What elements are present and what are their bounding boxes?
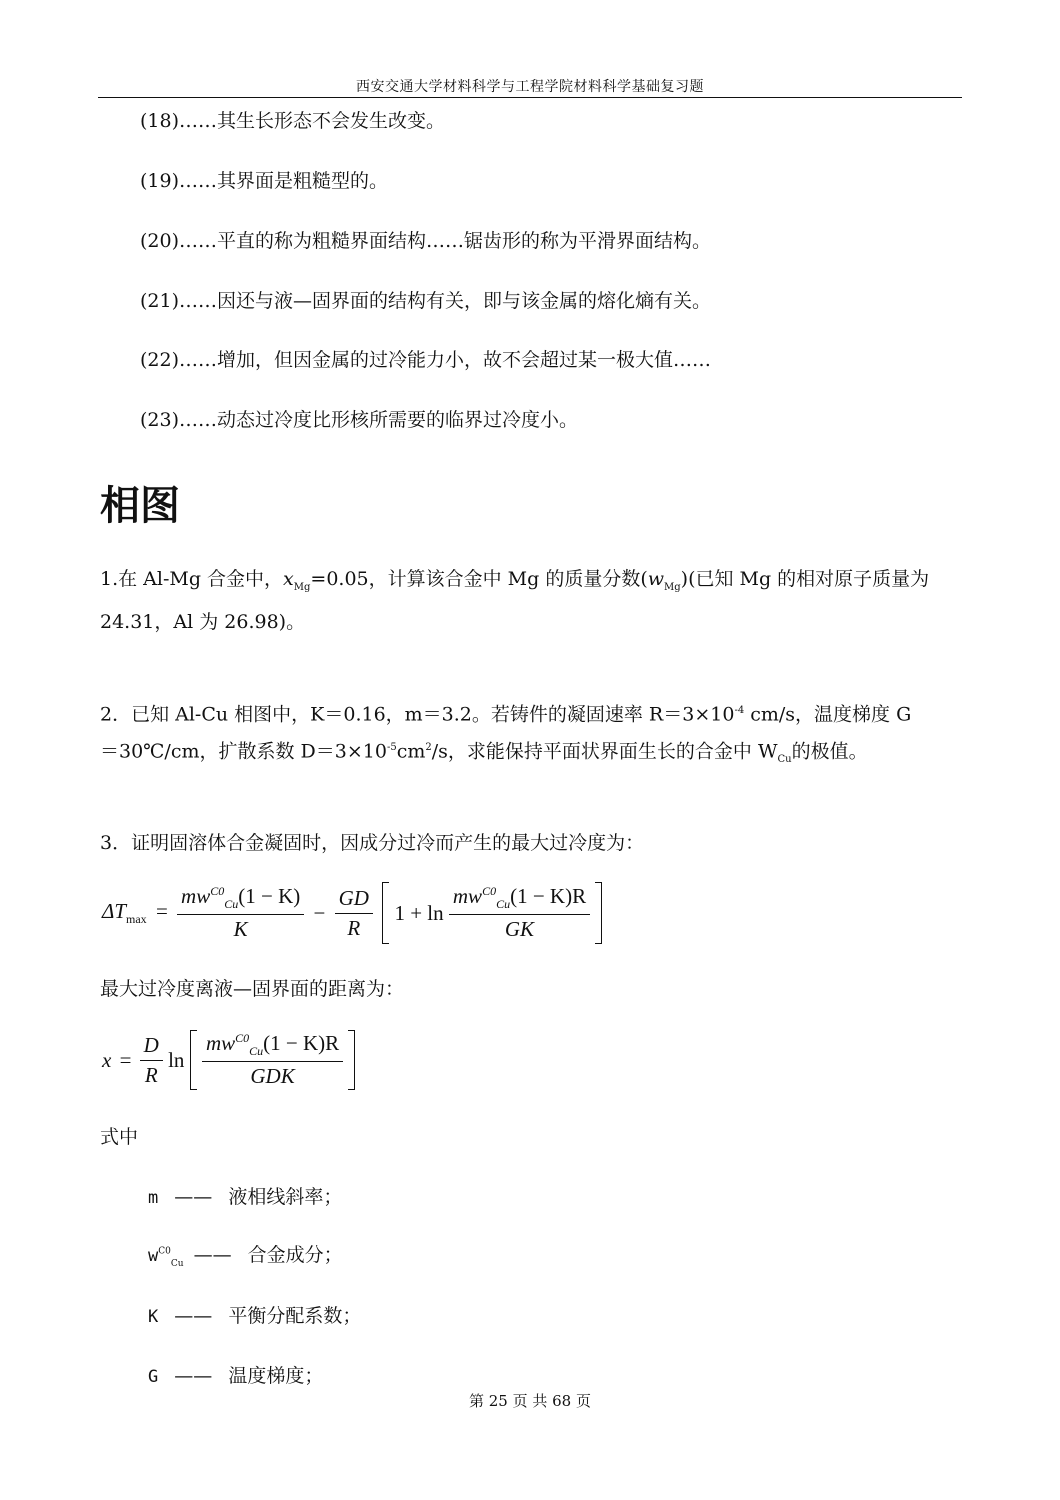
answer-20: (20)……平直的称为粗糙界面结构……锯齿形的称为平滑界面结构。 [140, 230, 712, 252]
fraction-2: $\frac{GD}{R}$ [335, 886, 373, 941]
question-3: 3．证明固溶体合金凝固时，因成分过冷而产生的最大过冷度为： [100, 832, 645, 854]
section-title: 相图 [100, 483, 180, 529]
where-label: 式中 [100, 1126, 139, 1148]
definition-w: $w^{C0}_{Cu}$ —— 合金成分； [148, 1244, 343, 1269]
answer-21: (21)……因还与液—固界面的结构有关，即与该金属的熔化熵有关。 [140, 290, 712, 312]
question-2: 2．已知 Al-Cu 相图中，K＝0.16，m＝3.2。若铸件的凝固速率 $R=3\times 10^{-4}$ cm/s，温度梯度 G ＝30℃/cm，扩散系数 $D=3\times 10^{-5}cm^2/s$，求能保持平面状界面生长的合金中 $W_{Cu}$的极值。 [100, 703, 912, 766]
formula-distance: x = $\frac{D}{R}$ ln $\frac{mw^{C0}_{Cu}(1 - K)R}{\text{GDK}}$ [102, 1030, 355, 1094]
answer-22: (22)……增加，但因金属的过冷能力小，故不会超过某一极大值…… [140, 349, 712, 371]
left-bracket [382, 882, 389, 944]
header-rule [98, 97, 962, 98]
answer-19: (19)……其界面是粗糙型的。 [140, 170, 389, 192]
question-1: 1.在 Al-Mg 合金中，$x_{Mg}=0.05$，计算该合金中 Mg 的质量分数$(w_{Mg})$(已知 Mg 的相对原子质量为 24.31，Al 为 26.98)。 [100, 568, 930, 633]
answer-23: (23)……动态过冷度比形核所需要的临界过冷度小。 [140, 409, 579, 431]
fraction-1: $\frac{mw^{C0}_{Cu}(1 - K)}{K}$ [177, 884, 304, 942]
fraction-4: $\frac{mw^{C0}_{Cu}(1 - K)R}{\text{GDK}}$ [202, 1031, 343, 1089]
formula-max-undercooling: $\Delta T_{max}$ = $\frac{mw^{C0}_{Cu}(1 - K)}{K}$ − $\frac{GD}{R}$ 1 + ln $\frac{mw^{C0}_{Cu}(1 - K)R}{GK}$ [102, 882, 602, 948]
left-bracket [190, 1030, 197, 1090]
fraction-3: $\frac{mw^{C0}_{Cu}(1 - K)R}{GK}$ [449, 884, 590, 942]
page-footer: 第 25 页 共 68 页 [468, 1392, 591, 1410]
distance-text: 最大过冷度离液—固界面的距离为： [100, 978, 405, 1000]
right-bracket [595, 882, 602, 944]
right-bracket [348, 1030, 355, 1090]
answer-18: (18)……其生长形态不会发生改变。 [140, 110, 446, 132]
definition-m: m —— 液相线斜率； [148, 1186, 343, 1208]
fraction-d-r: $\frac{D}{R}$ [140, 1033, 163, 1088]
definition-g: G —— 温度梯度； [148, 1365, 324, 1387]
page-header: 西安交通大学材料科学与工程学院材料科学基础复习题 [356, 79, 704, 95]
definition-k: K —— 平衡分配系数； [148, 1305, 362, 1327]
